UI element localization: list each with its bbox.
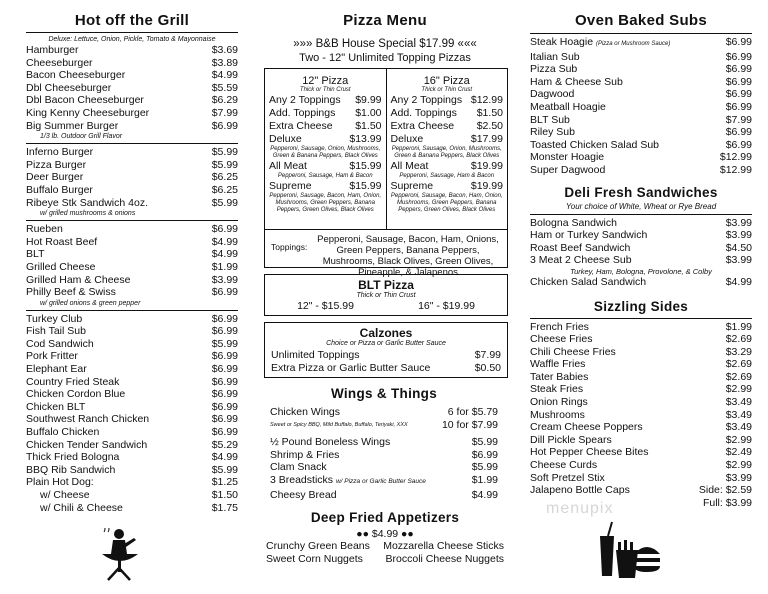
blt-12: 12" - $15.99 — [297, 300, 354, 312]
price-row — [26, 451, 238, 464]
sides-list — [530, 321, 752, 485]
price-row — [26, 413, 238, 426]
appetizers-section — [262, 510, 508, 566]
price-row — [530, 101, 752, 114]
item-name: Southwest Ranch Chicken — [26, 413, 150, 426]
hotdog-options — [26, 489, 238, 514]
supreme-desc: Pepperoni, Sausage, Bacon, Ham, Onion, Mushrooms, Green Peppers, Banana Peppers, Green Olives, Black Olives — [390, 193, 503, 213]
item-price: $4.99 — [211, 235, 238, 248]
house-special: »»» B&B House Special $17.99 ««« — [293, 38, 477, 50]
price-row — [26, 248, 238, 261]
pizza-12-title: 12" Pizza — [302, 75, 349, 87]
price-row — [26, 171, 238, 184]
item-price: $6.99 — [211, 350, 238, 363]
price-row — [26, 439, 238, 452]
price-row — [26, 69, 238, 82]
item-price: $6.25 — [211, 183, 238, 196]
item-name: Chicken BLT — [26, 400, 86, 413]
pizza-16-title: 16" Pizza — [423, 75, 470, 87]
price-row: Chicken Salad Sandwich $4.99 — [530, 275, 752, 288]
wings-section — [270, 386, 498, 501]
grill-group-4 — [26, 313, 238, 489]
item-name: Dill Pickle Spears — [530, 433, 612, 446]
pizza-12-crust: Thick or Thin Crust — [299, 87, 351, 93]
item-name: French Fries — [530, 320, 589, 333]
item-price: $6.99 — [211, 426, 238, 439]
item-price: $6.99 — [725, 88, 752, 101]
blt-crust: Thick or Thin Crust — [356, 292, 416, 299]
pizza-section — [262, 0, 508, 64]
grill-section — [26, 0, 238, 514]
item-price: $2.99 — [725, 433, 752, 446]
appetizers-row: Sweet Corn Nuggets Broccoli Cheese Nuggets — [266, 553, 504, 565]
item-name: Chili Cheese Fries — [530, 345, 616, 358]
price-row — [530, 409, 752, 422]
item-price: $3.99 — [725, 216, 752, 229]
supreme-desc: Pepperoni, Sausage, Bacon, Ham, Onion, Mushrooms, Green Peppers, Banana Peppers, Green Olives, Black Olives — [269, 193, 382, 213]
item-name: King Kenny Cheeseburger — [26, 106, 150, 119]
price-row — [26, 82, 238, 95]
pizza-title: Pizza Menu — [343, 12, 427, 29]
item-price: $6.99 — [211, 413, 238, 426]
price-row — [26, 376, 238, 389]
item-price: $6.99 — [211, 325, 238, 338]
price-row: Jalapeno Bottle Caps Side: $2.59 — [530, 484, 752, 497]
price-row: ½ Pound Boneless Wings $5.99 — [270, 436, 498, 449]
item-price: $5.99 — [211, 463, 238, 476]
price-row: Cheesy Bread $4.99 — [270, 488, 498, 501]
item-name: Pizza Sub — [530, 63, 578, 76]
price-row — [530, 229, 752, 242]
allmeat-desc: Pepperoni, Sausage, Ham & Bacon — [277, 173, 373, 179]
item-name: Ham or Turkey Sandwich — [530, 229, 648, 242]
price-row: Full: $3.99 — [702, 496, 752, 509]
big-summer-note: 1/3 lb. Outdoor Grill Flavor — [40, 133, 123, 141]
item-name: BLT — [26, 248, 45, 261]
item-name: Buffalo Burger — [26, 183, 93, 196]
price-row — [26, 476, 238, 489]
price-row — [530, 51, 752, 64]
item-price: $3.69 — [211, 44, 238, 56]
item-price: $12.99 — [719, 163, 752, 176]
item-price: $6.25 — [211, 171, 238, 184]
item-price: $6.99 — [211, 223, 238, 236]
price-row — [530, 333, 752, 346]
item-name: Hot Pepper Cheese Bites — [530, 446, 649, 459]
item-price: $5.99 — [211, 146, 238, 159]
item-name: Cheese Curds — [530, 459, 598, 472]
appetizers-title: Deep Fried Appetizers — [310, 510, 460, 525]
item-price: $6.99 — [211, 363, 238, 376]
item-name: Cheeseburger — [26, 56, 93, 69]
subs-section — [530, 0, 752, 509]
price-row — [26, 388, 238, 401]
item-price: $6.99 — [211, 400, 238, 413]
deli-sub-note: Turkey, Ham, Bologna, Provolone, & Colby — [570, 266, 712, 276]
price-row: Extra Cheese $1.50 — [269, 120, 382, 132]
item-name: Italian Sub — [530, 50, 580, 63]
wings-title: Wings & Things — [330, 386, 438, 401]
price-row — [26, 325, 238, 338]
item-name: Soft Pretzel Stix — [530, 471, 605, 484]
sides-title: Sizzling Sides — [593, 298, 689, 314]
item-name: Dagwood — [530, 88, 575, 101]
grill-title: Hot off the Grill — [74, 12, 190, 29]
item-price: $6.99 — [211, 388, 238, 401]
item-price: $2.69 — [725, 333, 752, 346]
item-name: Meatball Hoagie — [530, 100, 606, 113]
price-row: Unlimited Toppings $7.99 — [271, 349, 501, 361]
item-name: Pork Fritter — [26, 350, 78, 363]
price-row — [530, 254, 752, 267]
blt-16: 16" - $19.99 — [418, 300, 475, 312]
item-price: $1.50 — [211, 489, 238, 501]
allmeat-desc: Pepperoni, Sausage, Ham & Bacon — [399, 173, 495, 179]
item-price: $4.99 — [211, 69, 238, 82]
price-row — [530, 114, 752, 127]
price-row — [530, 242, 752, 255]
item-price: $5.99 — [211, 158, 238, 171]
item-name: Toasted Chicken Salad Sub — [530, 138, 659, 151]
price-row — [26, 261, 238, 274]
appetizers-price: ●● $4.99 ●● — [356, 528, 414, 540]
price-row: Deluxe $17.99 — [390, 133, 503, 145]
calzones-title: Calzones — [359, 326, 413, 340]
divider — [530, 214, 752, 215]
pizza-16-column — [387, 69, 508, 229]
price-row: Add. Toppings $1.00 — [269, 107, 382, 119]
item-name: w/ Chili & Cheese — [40, 501, 123, 514]
price-row — [530, 88, 752, 101]
divider — [26, 220, 238, 221]
price-row: Add. Toppings $1.50 — [390, 107, 503, 119]
item-name: Thick Fried Bologna — [26, 451, 120, 464]
price-row — [530, 151, 752, 164]
price-row — [26, 146, 238, 159]
price-row — [530, 446, 752, 459]
item-name: Country Fried Steak — [26, 375, 120, 388]
item-price: $6.99 — [725, 138, 752, 151]
appetizers-row: Crunchy Green Beans Mozzarella Cheese Sticks — [266, 540, 504, 552]
price-row — [26, 502, 238, 515]
price-row — [26, 426, 238, 439]
item-name: Chicken Cordon Blue — [26, 388, 126, 401]
divider — [26, 143, 238, 144]
pizza-box — [264, 68, 508, 278]
grill-group-1 — [26, 44, 238, 132]
deli-title: Deli Fresh Sandwiches — [564, 184, 718, 200]
item-price: $2.69 — [725, 370, 752, 383]
grill-icon — [100, 528, 140, 582]
grill-group-2 — [26, 146, 238, 209]
price-row: Clam Snack $5.99 — [270, 461, 498, 474]
price-row: Steak Hoagie (Pizza or Mushroom Sauce) $6.99 — [530, 36, 752, 48]
item-price: $5.99 — [211, 337, 238, 350]
price-row — [26, 274, 238, 287]
calzones-sub: Choice or Pizza or Garlic Butter Sauce — [326, 340, 446, 347]
price-row — [530, 139, 752, 152]
item-name: w/ Cheese — [40, 489, 90, 501]
item-price: $3.99 — [725, 229, 752, 242]
price-row — [530, 459, 752, 472]
item-name: Monster Hoagie — [530, 151, 605, 164]
deli-list — [530, 217, 752, 267]
item-name: Hot Roast Beef — [26, 235, 98, 248]
item-name: Steak Fries — [530, 383, 584, 396]
blt-pizza-box — [264, 274, 508, 316]
item-price: $1.75 — [211, 501, 238, 514]
item-price: $6.99 — [725, 63, 752, 76]
price-row: Extra Pizza or Garlic Butter Sauce $0.50 — [271, 361, 501, 374]
item-price: $2.69 — [725, 358, 752, 371]
subs-title: Oven Baked Subs — [574, 12, 708, 29]
philly-note: w/ grilled onions & green pepper — [40, 299, 141, 307]
item-name: Big Summer Burger — [26, 119, 119, 132]
item-name: Hamburger — [26, 44, 79, 56]
item-name: BBQ Rib Sandwich — [26, 463, 116, 476]
price-row — [26, 363, 238, 376]
item-price: $6.99 — [211, 312, 238, 325]
item-price: $3.29 — [725, 345, 752, 358]
item-name: Grilled Cheese — [26, 260, 96, 273]
item-name: Elephant Ear — [26, 363, 87, 376]
item-name: Philly Beef & Swiss — [26, 286, 116, 299]
item-name: Super Dagwood — [530, 163, 606, 176]
item-price: $6.99 — [211, 286, 238, 299]
item-name: Onion Rings — [530, 396, 588, 409]
price-row — [26, 313, 238, 326]
deluxe-note: Deluxe: Lettuce, Onion, Pickle, Tomato & Mayonnaise — [48, 36, 216, 43]
watermark: menupix — [546, 500, 614, 517]
house-special-sub: Two - 12" Unlimited Topping Pizzas — [299, 52, 471, 64]
price-row — [26, 464, 238, 477]
wings-row: Chicken Wings 6 for $5.79 — [270, 406, 498, 418]
price-row: Shrimp & Fries $6.99 — [270, 448, 498, 461]
deluxe-desc: Pepperoni, Sausage, Onion, Mushrooms, Green & Banana Peppers, Black Olives — [270, 146, 381, 159]
price-row — [26, 223, 238, 236]
price-row — [26, 350, 238, 363]
item-price: $3.49 — [725, 421, 752, 434]
item-price: $3.99 — [211, 273, 238, 286]
item-name: BLT Sub — [530, 113, 570, 126]
grill-group-3 — [26, 223, 238, 299]
price-row — [26, 94, 238, 107]
item-name: Riley Sub — [530, 126, 575, 139]
divider — [26, 32, 238, 33]
item-name: Mushrooms — [530, 408, 585, 421]
blt-title: BLT Pizza — [358, 278, 414, 292]
price-row: Supreme $15.99 — [269, 180, 382, 192]
price-row — [530, 421, 752, 434]
item-name: Ham & Cheese Sub — [530, 75, 623, 88]
price-row — [26, 184, 238, 197]
item-name: Waffle Fries — [530, 358, 586, 371]
item-price: $4.99 — [211, 451, 238, 464]
item-name: Bacon Cheeseburger — [26, 69, 126, 82]
price-row: Any 2 Toppings $12.99 — [390, 94, 503, 106]
price-row — [530, 63, 752, 76]
item-price: $12.99 — [719, 151, 752, 164]
price-row — [26, 338, 238, 351]
burger-fries-drink-icon — [594, 520, 664, 582]
item-name: Cream Cheese Poppers — [530, 421, 643, 434]
price-row — [26, 286, 238, 299]
price-row — [530, 396, 752, 409]
item-name: Roast Beef Sandwich — [530, 241, 631, 254]
item-price: $6.99 — [725, 50, 752, 63]
price-row: Any 2 Toppings $9.99 — [269, 94, 382, 106]
price-row — [530, 358, 752, 371]
deli-sub: Your choice of White, Wheat or Rye Bread — [565, 201, 717, 211]
item-name: 3 Meat 2 Cheese Sub — [530, 254, 632, 267]
item-name: Tater Babies — [530, 370, 589, 383]
item-price: $3.89 — [211, 56, 238, 69]
price-row — [530, 472, 752, 485]
item-name: Fish Tail Sub — [26, 325, 86, 338]
item-price: $4.99 — [211, 248, 238, 261]
item-name: Turkey Club — [26, 312, 83, 325]
price-row — [530, 434, 752, 447]
price-row: Extra Cheese $2.50 — [390, 120, 503, 132]
price-row — [530, 217, 752, 230]
item-price: $7.99 — [725, 113, 752, 126]
pizza-12-column — [265, 69, 386, 229]
item-price: $1.25 — [211, 476, 238, 489]
deluxe-desc: Pepperoni, Sausage, Onion, Mushrooms, Green & Banana Peppers, Black Olives — [391, 146, 502, 159]
pizza-16-crust: Thick or Thin Crust — [421, 87, 473, 93]
item-name: Rueben — [26, 223, 63, 236]
item-price: $6.99 — [211, 375, 238, 388]
item-price: $6.99 — [211, 119, 238, 132]
item-price: $1.99 — [211, 260, 238, 273]
item-name: Cheese Fries — [530, 333, 593, 346]
blt-prices — [265, 300, 507, 312]
item-price: $3.99 — [725, 254, 752, 267]
calzones-box — [264, 322, 508, 378]
price-row — [26, 489, 238, 502]
item-price: $6.99 — [725, 75, 752, 88]
price-row — [530, 383, 752, 396]
toppings-text: Pepperoni, Sausage, Bacon, Ham, Onions, Green Peppers, Banana Peppers, Mushrooms, Black Olives, Green Olives, Pineapple, & Jalapenos — [317, 234, 499, 278]
item-price: $5.99 — [211, 196, 238, 209]
price-row — [530, 321, 752, 334]
item-price: $6.99 — [725, 126, 752, 139]
price-row — [26, 401, 238, 414]
item-name: Pizza Burger — [26, 158, 87, 171]
price-row — [530, 371, 752, 384]
item-name: Cod Sandwich — [26, 337, 94, 350]
item-price: $7.99 — [211, 106, 238, 119]
item-name: Deer Burger — [26, 171, 84, 184]
item-price: $5.59 — [211, 81, 238, 94]
item-name: Bologna Sandwich — [530, 216, 617, 229]
price-row — [26, 120, 238, 133]
item-name: Inferno Burger — [26, 146, 94, 159]
price-row — [530, 76, 752, 89]
price-row — [26, 57, 238, 70]
item-price: $6.99 — [725, 100, 752, 113]
item-price: $3.99 — [725, 471, 752, 484]
divider — [530, 318, 752, 319]
item-price: $3.49 — [725, 408, 752, 421]
item-name: Dbl Cheeseburger — [26, 81, 112, 94]
price-row — [26, 197, 238, 210]
item-price: $2.99 — [725, 383, 752, 396]
divider — [26, 310, 238, 311]
price-row — [26, 236, 238, 249]
price-row — [530, 346, 752, 359]
price-row: Supreme $19.99 — [390, 180, 503, 192]
price-row — [26, 44, 238, 57]
price-row: All Meat $19.99 — [390, 160, 503, 172]
item-price: $5.29 — [211, 438, 238, 451]
ribeye-note: w/ grilled mushrooms & onions — [40, 210, 136, 218]
price-row — [530, 164, 752, 177]
price-row — [26, 107, 238, 120]
divider — [530, 33, 752, 34]
item-price: $2.99 — [725, 459, 752, 472]
price-row — [26, 159, 238, 172]
toppings-label: Toppings: — [271, 242, 308, 252]
wings-note-row: Sweet or Spicy BBQ, Mild Buffalo, Buffalo, Teriyaki, XXX 10 for $7.99 — [270, 418, 498, 431]
item-name: Ribeye Stk Sandwich 4oz. — [26, 196, 148, 209]
price-row: Deluxe $13.99 — [269, 133, 382, 145]
item-price: $1.99 — [725, 320, 752, 333]
item-name: Plain Hot Dog: — [26, 476, 94, 489]
item-price: $4.50 — [725, 241, 752, 254]
item-name: Chicken Tender Sandwich — [26, 438, 148, 451]
price-row — [530, 126, 752, 139]
price-row: All Meat $15.99 — [269, 160, 382, 172]
price-row: 3 Breadsticks w/ Pizza or Garlic Butter Sauce $1.99 — [270, 473, 498, 486]
subs-list — [530, 51, 752, 177]
item-name: Buffalo Chicken — [26, 426, 100, 439]
item-price: $2.49 — [725, 446, 752, 459]
item-name: Grilled Ham & Cheese — [26, 273, 131, 286]
item-price: $6.29 — [211, 94, 238, 107]
item-name: Dbl Bacon Cheeseburger — [26, 94, 144, 107]
item-price: $3.49 — [725, 396, 752, 409]
